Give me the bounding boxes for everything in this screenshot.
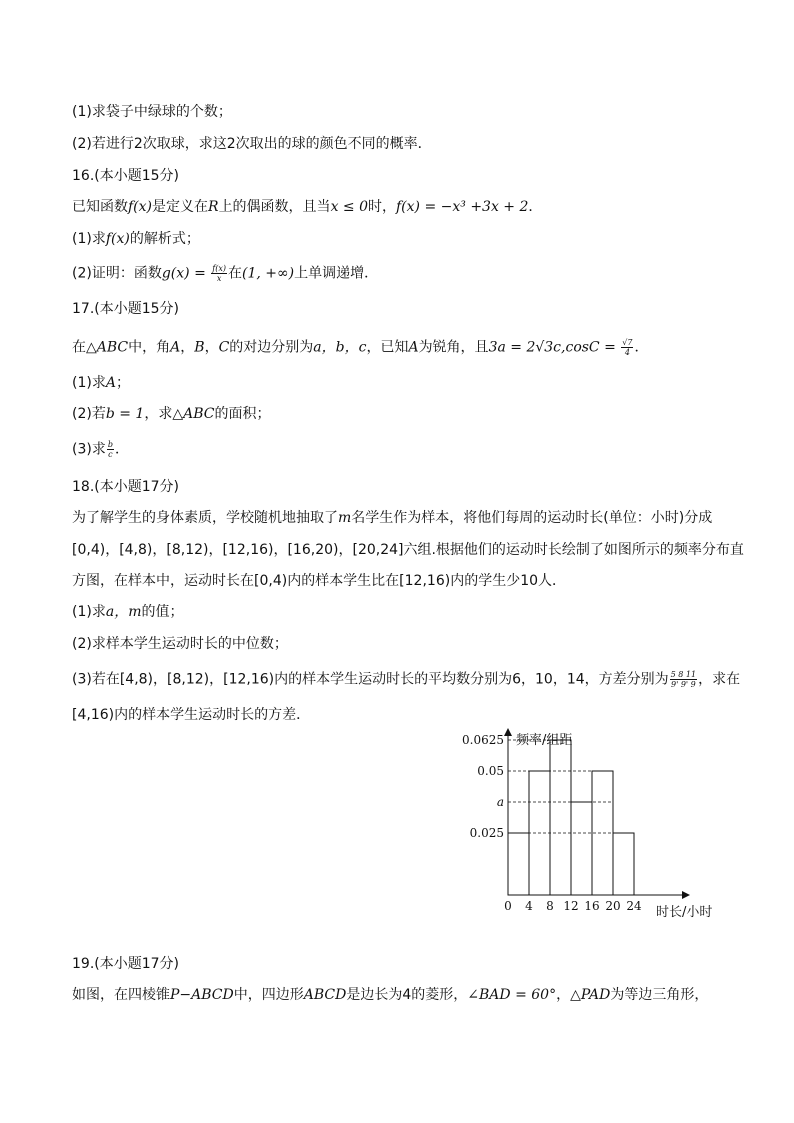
q15-part1: (1)求袋子中绿球的个数；: [72, 104, 232, 120]
q17-header: 17.(本小题15分): [72, 301, 180, 317]
x-tick-label-1: 4: [525, 899, 533, 913]
q16-header: 16.(本小题15分): [72, 168, 180, 184]
q18-stem-line3: 方图，在样本中，运动时长在[0,4)内的样本学生比在[12,16)内的学生少10人．: [72, 573, 567, 589]
q18-part3-cont: [4,16)内的样本学生运动时长的方差．: [72, 707, 311, 723]
histogram-bar-5: [613, 833, 634, 895]
q19-header: 19.(本小题17分): [72, 956, 180, 972]
q17-stem: 在△ABC中，角A，B，C的对边分别为a，b，c，已知A为锐角，且3a = 2√3c,cosC = $\frac{√7}{4}$ ．: [72, 338, 649, 357]
y-axis-arrow: [504, 728, 512, 736]
histogram-bar-0: [508, 833, 529, 895]
x-tick-label-4: 16: [584, 899, 600, 913]
fraction-sqrt7-over-4: $\frac{√7}{4}$: [622, 338, 633, 357]
y-tick-label-0: 0.0625: [462, 733, 504, 747]
histogram-bar-2: [550, 740, 571, 895]
y-tick-label-1: 0.05: [477, 764, 504, 778]
q17-part1: (1)求A；: [72, 375, 130, 391]
q18-part2: (2)求样本学生运动时长的中位数；: [72, 636, 288, 652]
q16-stem: 已知函数f(x)是定义在R上的偶函数，且当x ≤ 0时，f(x) = −x³ +3x + 2．: [72, 199, 543, 215]
q17-part2: (2)若b = 1，求△ABC的面积；: [72, 406, 271, 422]
x-tick-label-3: 12: [563, 899, 579, 913]
histogram-bar-3: [571, 802, 592, 895]
x-tick-label-2: 8: [546, 899, 554, 913]
q16-part1: (1)求f(x)的解析式；: [72, 231, 200, 247]
q18-part3: (3)若在[4,8)，[8,12)，[12,16)内的样本学生运动时长的平均数分别为6，10，14，方差分别为 $\frac{5 8 11}{9' 9' 9}$ ，求在: [72, 670, 741, 689]
x-tick-label-5: 20: [605, 899, 621, 913]
q16-part2: (2)证明：函数g(x) = $\frac{f(x)}{x}$ 在(1, +∞)上单调递增．: [72, 264, 379, 283]
q18-stem-line2: [0,4)，[4,8)，[8,12)，[12,16)，[16,20)，[20,24]六组.根据他们的运动时长绘制了如图所示的频率分布直: [72, 542, 744, 558]
q18-part1: (1)求a，m的值；: [72, 604, 184, 620]
x-axis-label: 时长/小时: [656, 905, 713, 920]
fraction-variances: $\frac{5 8 11}{9' 9' 9}$: [670, 670, 697, 689]
y-tick-label-2: a: [496, 795, 504, 809]
x-axis-arrow: [682, 891, 690, 899]
q17-part3: (3)求 $\frac{b}{c}$ ．: [72, 440, 129, 459]
fraction-fx-over-x: $\frac{f(x)}{x}$: [212, 264, 226, 283]
q18-stem-line1: 为了解学生的身体素质，学校随机地抽取了m名学生作为样本，将他们每周的运动时长(单位：小时)分成: [72, 510, 713, 526]
q19-stem: 如图，在四棱锥P−ABCD中，四边形ABCD是边长为4的菱形，∠BAD = 60°，△PAD为等边三角形，: [72, 987, 709, 1003]
frequency-histogram: [460, 722, 730, 922]
x-tick-label-0: 0: [504, 899, 512, 913]
fraction-b-over-c: $\frac{b}{c}$: [107, 440, 113, 459]
y-tick-label-3: 0.025: [469, 826, 504, 840]
q15-part2: (2)若进行2次取球，求这2次取出的球的颜色不同的概率．: [72, 136, 432, 152]
x-tick-label-6: 24: [626, 899, 642, 913]
y-axis-label: 频率/组距: [516, 733, 573, 748]
q18-header: 18.(本小题17分): [72, 479, 180, 495]
